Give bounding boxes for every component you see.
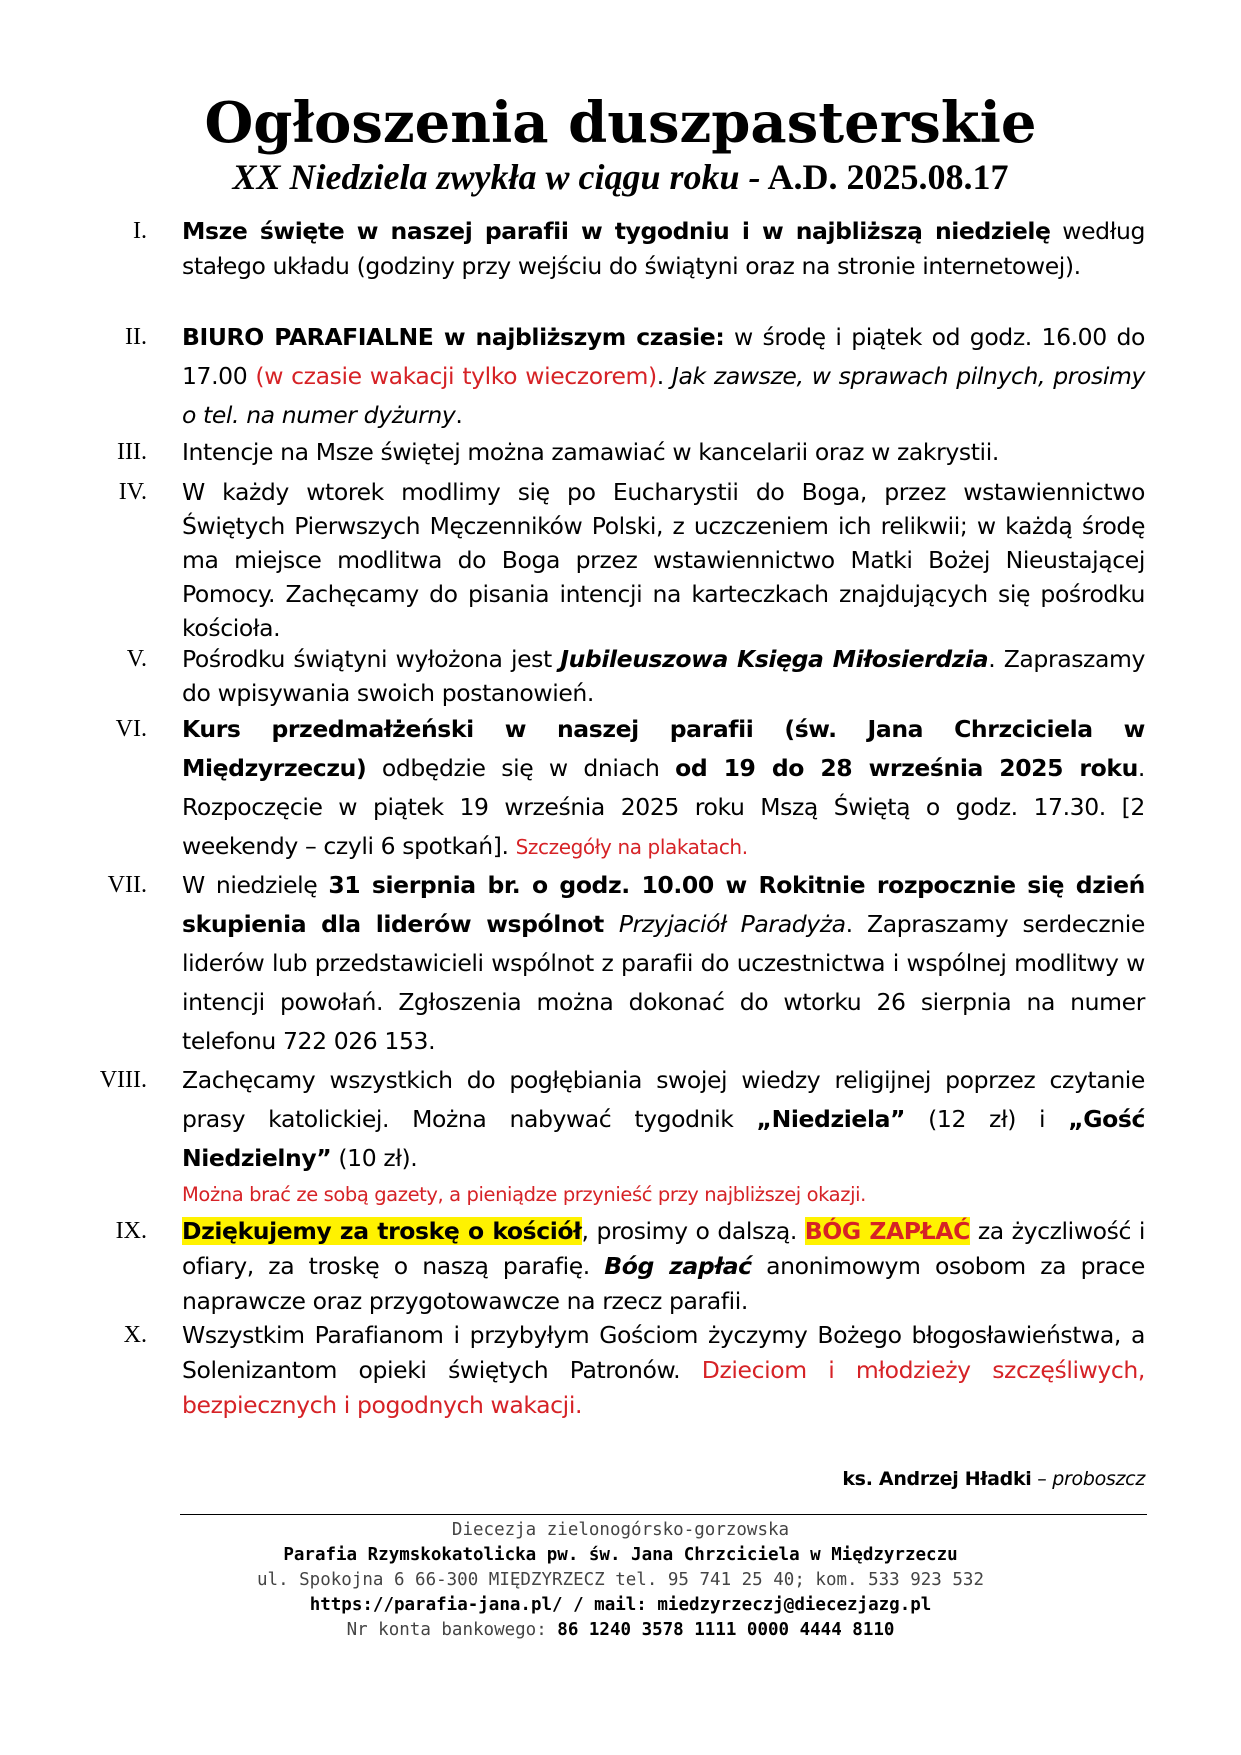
item-text-bold-italic: Jubileuszowa Księga Miłosierdzia [560,645,989,673]
item-number: X. [123,1322,147,1348]
footer-diocese: Diecezja zielonogórsko-gorzowska [451,1520,790,1540]
item-number: VI. [115,716,147,742]
item-text-normal: (12 zł) i [905,1105,1069,1133]
signature-role: proboszcz [1052,1468,1145,1490]
announcement-item-8 [0,1061,1241,1212]
signature-name: ks. Andrzej Hładki [842,1468,1032,1490]
item-text-bold: „Niedziela” [756,1105,906,1133]
item-text [182,1318,1145,1423]
item-text [182,1061,1145,1178]
subtitle-date: A.D. 2025.08.17 [760,157,1009,197]
announcement-item-2 [0,318,1241,435]
item-number: IX. [115,1218,147,1244]
item-text-normal: . Zapraszamy serdecznie liderów lub przedstawicieli wspólnot z parafii do uczestnictwa i wspólnej modlitwy w intencji powołań. Zgłoszenia można dokonać do wtorku 26 sierpnia na numer telefonu 722 026 153. [182,910,1145,1055]
announcement-item-1 [0,214,1241,318]
item-text-normal: , prosimy o dalszą. [581,1217,805,1245]
signature-dash: – [1031,1468,1053,1490]
footer-bank [0,1618,1241,1643]
item-text-normal: Zachęcamy wszystkich do pogłębiania swojej wiedzy religijnej poprzez czytanie prasy katolickiej. Można nabywać tygodnik [182,1066,1145,1133]
page-subtitle [0,154,1241,200]
item-text-bold: Msze święte w naszej parafii w tygodniu i w najbliższą niedzielę [182,217,1051,245]
item-text [182,710,1145,867]
announcement-list [0,214,1241,1423]
item-text-normal: . Zapraszamy do wpisywania swoich postanowień. [182,645,1145,707]
item-number: V. [126,646,147,672]
footer [0,1518,1241,1643]
page-title: Ogłoszenia duszpasterskie [204,90,1037,156]
item-number: III. [117,439,147,465]
item-text-normal: w środę i piątek od godz. 16.00 do 17.00 [182,323,1145,390]
item-text [182,1214,1145,1319]
item-text [182,318,1145,435]
item-text-normal: (10 zł). [331,1144,418,1172]
item-text [182,214,1145,284]
item-text-normal: za życzliwość i ofiary, za troskę o naszą parafię. [182,1217,1145,1280]
item-number: IV. [118,479,147,505]
item-text-bold: Kurs przedmałżeński w naszej parafii (św. Jana Chrzciciela w Międzyrzeczu) [182,715,1145,782]
item-text-red: Szczegóły na plakatach. [515,835,748,859]
item-text-bold: BIURO PARAFIALNE w najbliższym czasie: [182,323,725,351]
item-text-normal: . [656,362,672,390]
footer-bank-number: 86 1240 3578 1111 0000 4444 8110 [557,1620,895,1640]
item-text [182,642,1145,710]
announcement-item-4 [0,475,1241,642]
item-text-normal: Wszystkim Parafianom i przybyłym Gościom życzymy Bożego błogosławieństwa, a Solenizantom opieki świętych Patronów. [182,1321,1145,1384]
item-text: W każdy wtorek modlimy się po Eucharystii do Boga, przez wstawiennictwo Świętych Pierwszych Męczenników Polski, z uczczeniem ich relikwii; w każdą środę ma miejsce modlitwa do Boga przez wstawiennictwo Matki Bożej Nieustającej Pomocy. Zachęcamy do pisania intencji na karteczkach znajdujących się pośrodku kościoła. [182,478,1145,642]
item-text-bold-italic: Bóg zapłać [604,1252,752,1280]
item-text-red: (w czasie wakacji tylko wieczorem) [255,362,657,390]
subtitle-sunday: XX Niedziela zwykła w ciągu roku - [232,157,761,197]
item-text-normal: anonimowym osobom za prace naprawcze oraz przygotowawcze na rzecz parafii. [182,1252,1145,1315]
item-text-normal: odbędzie się w dniach [366,754,676,782]
item-note-red: Można brać ze sobą gazety, a pieniądze przynieść przy najbliższej okazji. [182,1183,866,1206]
item-text [182,866,1145,1061]
item-text-red: Dzieciom i młodzieży szczęśliwych, bezpiecznych i pogodnych wakacji. [182,1356,1145,1419]
item-text-bold: od 19 do 28 września 2025 roku [675,754,1138,782]
item-text-highlighted: Dziękujemy za troskę o kościół [182,1217,582,1245]
item-text-normal: . Rozpoczęcie w piątek 19 września 2025 roku Mszą Świętą o godz. 17.30. [2 weekendy – czyli 6 spotkań]. [182,754,1145,860]
footer-address: ul. Spokojna 6 66-300 MIĘDZYRZECZ tel. 95 741 25 40; kom. 533 923 532 [257,1570,984,1590]
announcement-item-7 [0,866,1241,1061]
item-number: VIII. [99,1067,147,1093]
item-text-italic: Jak zawsze, w sprawach pilnych, prosimy o tel. na numer dyżurny [182,362,1145,429]
footer-parish: Parafia Rzymskokatolicka pw. św. Jana Chrzciciela w Międzyrzeczu [283,1545,958,1565]
footer-web-mail[interactable]: https://parafia-jana.pl/ / mail: miedzyrzeczj@diecezjazg.pl [309,1595,932,1615]
announcement-item-6 [0,710,1241,866]
item-text-bold: „Gość Niedzielny” [182,1105,1146,1172]
announcement-item-10 [0,1318,1241,1423]
item-text-normal: Pośrodku świątyni wyłożona jest [182,645,561,673]
announcement-item-5 [0,642,1241,710]
announcement-item-9 [0,1214,1241,1318]
announcement-item-3 [0,435,1241,470]
item-text-normal: W niedzielę [182,871,329,899]
item-text: Intencje na Msze świętej można zamawiać w kancelarii oraz w zakrystii. [182,438,999,466]
item-text-bold: 31 sierpnia br. o godz. 10.00 w Rokitnie rozpocznie się dzień skupienia dla liderów wspólnot [182,871,1146,938]
item-text-highlighted-red: BÓG ZAPŁAĆ [804,1217,970,1245]
footer-divider [180,1514,1147,1515]
item-text-italic: Przyjaciół Paradyża [618,910,846,938]
item-number: VII. [107,872,147,898]
signature [842,1468,1145,1490]
footer-bank-label: Nr konta bankowego: [346,1620,558,1640]
item-number: II. [125,324,147,350]
item-text-normal: według stałego układu (godziny przy wejściu do świątyni oraz na stronie internetowej). [182,217,1145,280]
item-number: I. [133,218,147,244]
item-text-normal: . [455,401,463,429]
